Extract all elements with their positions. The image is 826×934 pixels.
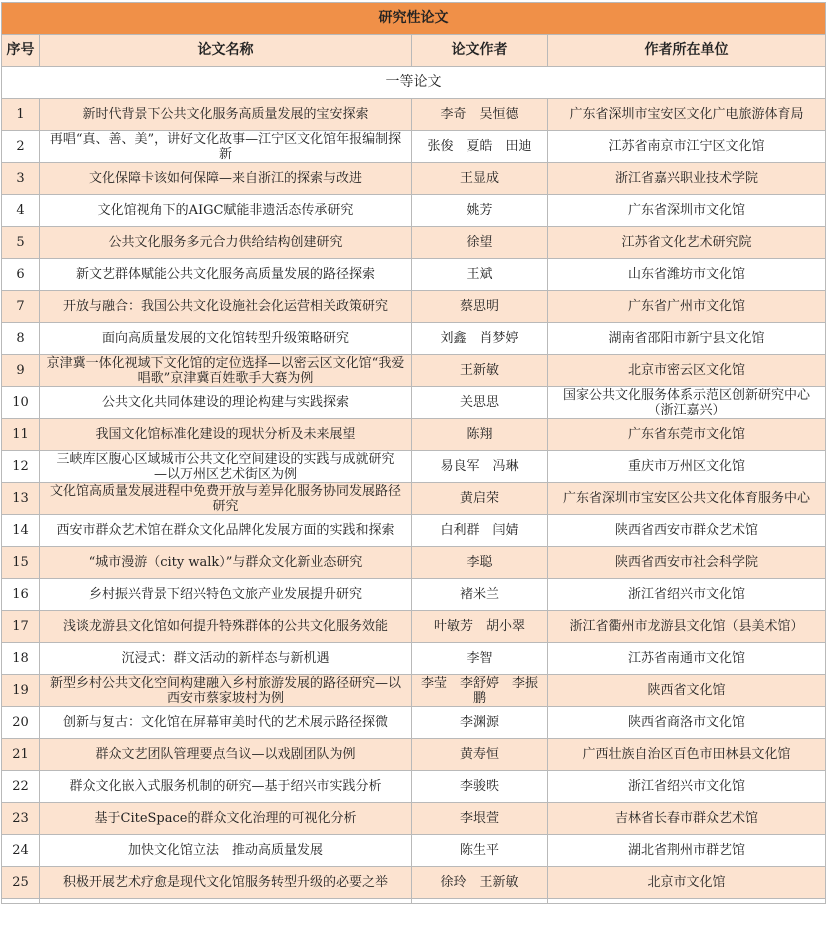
row-author: 李莹 李舒婷 李振鹏 — [412, 675, 548, 707]
row-paper-title: 新文艺群体赋能公共文化服务高质量发展的路径探索 — [40, 259, 412, 291]
table-row — [2, 739, 826, 771]
row-author: 关思思 — [412, 387, 548, 419]
row-paper-title: “城市漫游（city walk）”与群众文化新业态研究 — [40, 547, 412, 579]
row-index: 25 — [2, 867, 40, 899]
row-author: 黄启荣 — [412, 483, 548, 515]
row-author: 张俊 夏皓 田迪 — [412, 131, 548, 163]
row-paper-title: 积极开展艺术疗愈是现代文化馆服务转型升级的必要之举 — [40, 867, 412, 899]
row-index: 5 — [2, 227, 40, 259]
row-paper-title: 文化馆视角下的AIGC赋能非遗活态传承研究 — [40, 195, 412, 227]
row-paper-title: 加快文化馆立法 推动高质量发展 — [40, 835, 412, 867]
table-row — [2, 547, 826, 579]
row-paper-title: 开放与融合：我国公共文化设施社会化运营相关政策研究 — [40, 291, 412, 323]
table-row — [2, 99, 826, 131]
row-paper-title: 新时代背景下公共文化服务高质量发展的宝安探索 — [40, 99, 412, 131]
row-index: 21 — [2, 739, 40, 771]
table-row — [2, 259, 826, 291]
row-unit: 广东省东莞市文化馆 — [548, 419, 826, 451]
row-index: 11 — [2, 419, 40, 451]
row-author: 徐望 — [412, 227, 548, 259]
row-index: 10 — [2, 387, 40, 419]
row-unit: 北京市密云区文化馆 — [548, 355, 826, 387]
row-unit: 国家公共文化服务体系示范区创新研究中心（浙江嘉兴） — [548, 387, 826, 419]
research-papers-table — [1, 2, 826, 904]
row-paper-title: 西安市群众艺术馆在群众文化品牌化发展方面的实践和探索 — [40, 515, 412, 547]
row-author: 王显成 — [412, 163, 548, 195]
footer-cell — [548, 899, 826, 904]
table-row — [2, 355, 826, 387]
table-row — [2, 707, 826, 739]
section-row — [2, 67, 826, 99]
row-author: 刘鑫 肖梦婷 — [412, 323, 548, 355]
row-paper-title: 文化保障卡该如何保障—来自浙江的探索与改进 — [40, 163, 412, 195]
table-row — [2, 419, 826, 451]
row-unit: 浙江省绍兴市文化馆 — [548, 771, 826, 803]
row-unit: 江苏省南京市江宁区文化馆 — [548, 131, 826, 163]
row-index: 9 — [2, 355, 40, 387]
row-unit: 北京市文化馆 — [548, 867, 826, 899]
header-unit: 作者所在单位 — [548, 35, 826, 67]
row-index: 7 — [2, 291, 40, 323]
table-row — [2, 291, 826, 323]
row-author: 白利群 闫婧 — [412, 515, 548, 547]
row-index: 18 — [2, 643, 40, 675]
row-author: 徐玲 王新敏 — [412, 867, 548, 899]
row-unit: 江苏省文化艺术研究院 — [548, 227, 826, 259]
table-row — [2, 803, 826, 835]
table-row — [2, 835, 826, 867]
header-author: 论文作者 — [412, 35, 548, 67]
footer-cell — [412, 899, 548, 904]
row-author: 陈翔 — [412, 419, 548, 451]
table-row — [2, 867, 826, 899]
footer-cell — [40, 899, 412, 904]
row-index: 12 — [2, 451, 40, 483]
row-paper-title: 基于CiteSpace的群众文化治理的可视化分析 — [40, 803, 412, 835]
row-paper-title: 公共文化共同体建设的理论构建与实践探索 — [40, 387, 412, 419]
row-index: 19 — [2, 675, 40, 707]
row-unit: 浙江省衢州市龙游县文化馆（县美术馆） — [548, 611, 826, 643]
row-unit: 陕西省西安市社会科学院 — [548, 547, 826, 579]
row-unit: 湖北省荆州市群艺馆 — [548, 835, 826, 867]
row-unit: 广东省深圳市宝安区文化广电旅游体育局 — [548, 99, 826, 131]
row-unit: 江苏省南通市文化馆 — [548, 643, 826, 675]
row-paper-title: 乡村振兴背景下绍兴特色文旅产业发展提升研究 — [40, 579, 412, 611]
row-unit: 陕西省文化馆 — [548, 675, 826, 707]
table-row — [2, 227, 826, 259]
row-author: 王新敏 — [412, 355, 548, 387]
row-unit: 广西壮族自治区百色市田林县文化馆 — [548, 739, 826, 771]
table-row — [2, 131, 826, 163]
table-row — [2, 387, 826, 419]
row-unit: 湖南省邵阳市新宁县文化馆 — [548, 323, 826, 355]
row-author: 李聪 — [412, 547, 548, 579]
row-unit: 重庆市万州区文化馆 — [548, 451, 826, 483]
row-paper-title: 面向高质量发展的文化馆转型升级策略研究 — [40, 323, 412, 355]
table-title: 研究性论文 — [2, 3, 826, 35]
table-footer-row — [2, 899, 826, 904]
row-index: 8 — [2, 323, 40, 355]
row-unit: 吉林省长春市群众艺术馆 — [548, 803, 826, 835]
table-row — [2, 579, 826, 611]
row-paper-title: 再唱“真、善、美”，讲好文化故事—江宁区文化馆年报编制探新 — [40, 131, 412, 163]
table-row — [2, 483, 826, 515]
table-row — [2, 195, 826, 227]
section-label: 一等论文 — [2, 67, 826, 99]
row-index: 16 — [2, 579, 40, 611]
row-unit: 广东省广州市文化馆 — [548, 291, 826, 323]
row-index: 4 — [2, 195, 40, 227]
row-author: 李骏昳 — [412, 771, 548, 803]
table-body — [2, 67, 826, 904]
row-author: 叶敏芳 胡小翠 — [412, 611, 548, 643]
table-row — [2, 451, 826, 483]
row-paper-title: 浅谈龙游县文化馆如何提升特殊群体的公共文化服务效能 — [40, 611, 412, 643]
row-unit: 山东省潍坊市文化馆 — [548, 259, 826, 291]
table-row — [2, 643, 826, 675]
row-author: 姚芳 — [412, 195, 548, 227]
row-author: 褚米兰 — [412, 579, 548, 611]
row-unit: 广东省深圳市文化馆 — [548, 195, 826, 227]
row-index: 1 — [2, 99, 40, 131]
row-index: 14 — [2, 515, 40, 547]
row-paper-title: 沉浸式：群文活动的新样态与新机遇 — [40, 643, 412, 675]
row-unit: 浙江省嘉兴职业技术学院 — [548, 163, 826, 195]
table-row — [2, 675, 826, 707]
row-index: 3 — [2, 163, 40, 195]
row-author: 易良军 冯琳 — [412, 451, 548, 483]
row-author: 李智 — [412, 643, 548, 675]
row-paper-title: 新型乡村公共文化空间构建融入乡村旅游发展的路径研究—以西安市蔡家坡村为例 — [40, 675, 412, 707]
table-row — [2, 611, 826, 643]
row-index: 22 — [2, 771, 40, 803]
table-row — [2, 323, 826, 355]
table-row — [2, 771, 826, 803]
row-author: 蔡思明 — [412, 291, 548, 323]
row-paper-title: 群众文艺团队管理要点刍议—以戏剧团队为例 — [40, 739, 412, 771]
row-paper-title: 群众文化嵌入式服务机制的研究—基于绍兴市实践分析 — [40, 771, 412, 803]
row-author: 李渊源 — [412, 707, 548, 739]
row-unit: 陕西省西安市群众艺术馆 — [548, 515, 826, 547]
row-author: 李奇 吴恒德 — [412, 99, 548, 131]
header-index: 序号 — [2, 35, 40, 67]
row-paper-title: 我国文化馆标准化建设的现状分析及未来展望 — [40, 419, 412, 451]
row-index: 13 — [2, 483, 40, 515]
table-title-row — [2, 3, 826, 35]
table-row — [2, 515, 826, 547]
row-index: 23 — [2, 803, 40, 835]
row-paper-title: 文化馆高质量发展进程中免费开放与差异化服务协同发展路径研究 — [40, 483, 412, 515]
row-unit: 浙江省绍兴市文化馆 — [548, 579, 826, 611]
table-header-row — [2, 35, 826, 67]
row-author: 陈生平 — [412, 835, 548, 867]
row-index: 24 — [2, 835, 40, 867]
row-author: 李垠萱 — [412, 803, 548, 835]
row-index: 17 — [2, 611, 40, 643]
row-paper-title: 三峡库区腹心区域城市公共文化空间建设的实践与成就研究 —以万州区艺术街区为例 — [40, 451, 412, 483]
row-unit: 陕西省商洛市文化馆 — [548, 707, 826, 739]
row-paper-title: 创新与复古：文化馆在屏幕审美时代的艺术展示路径探微 — [40, 707, 412, 739]
row-author: 黄寿恒 — [412, 739, 548, 771]
row-index: 2 — [2, 131, 40, 163]
row-index: 20 — [2, 707, 40, 739]
table-row — [2, 163, 826, 195]
row-index: 6 — [2, 259, 40, 291]
footer-cell — [2, 899, 40, 904]
header-paper-title: 论文名称 — [40, 35, 412, 67]
row-paper-title: 公共文化服务多元合力供给结构创建研究 — [40, 227, 412, 259]
row-paper-title: 京津冀一体化视域下文化馆的定位选择—以密云区文化馆“我爱唱歌”京津冀百姓歌手大赛为例 — [40, 355, 412, 387]
row-author: 王斌 — [412, 259, 548, 291]
row-unit: 广东省深圳市宝安区公共文化体育服务中心 — [548, 483, 826, 515]
row-index: 15 — [2, 547, 40, 579]
